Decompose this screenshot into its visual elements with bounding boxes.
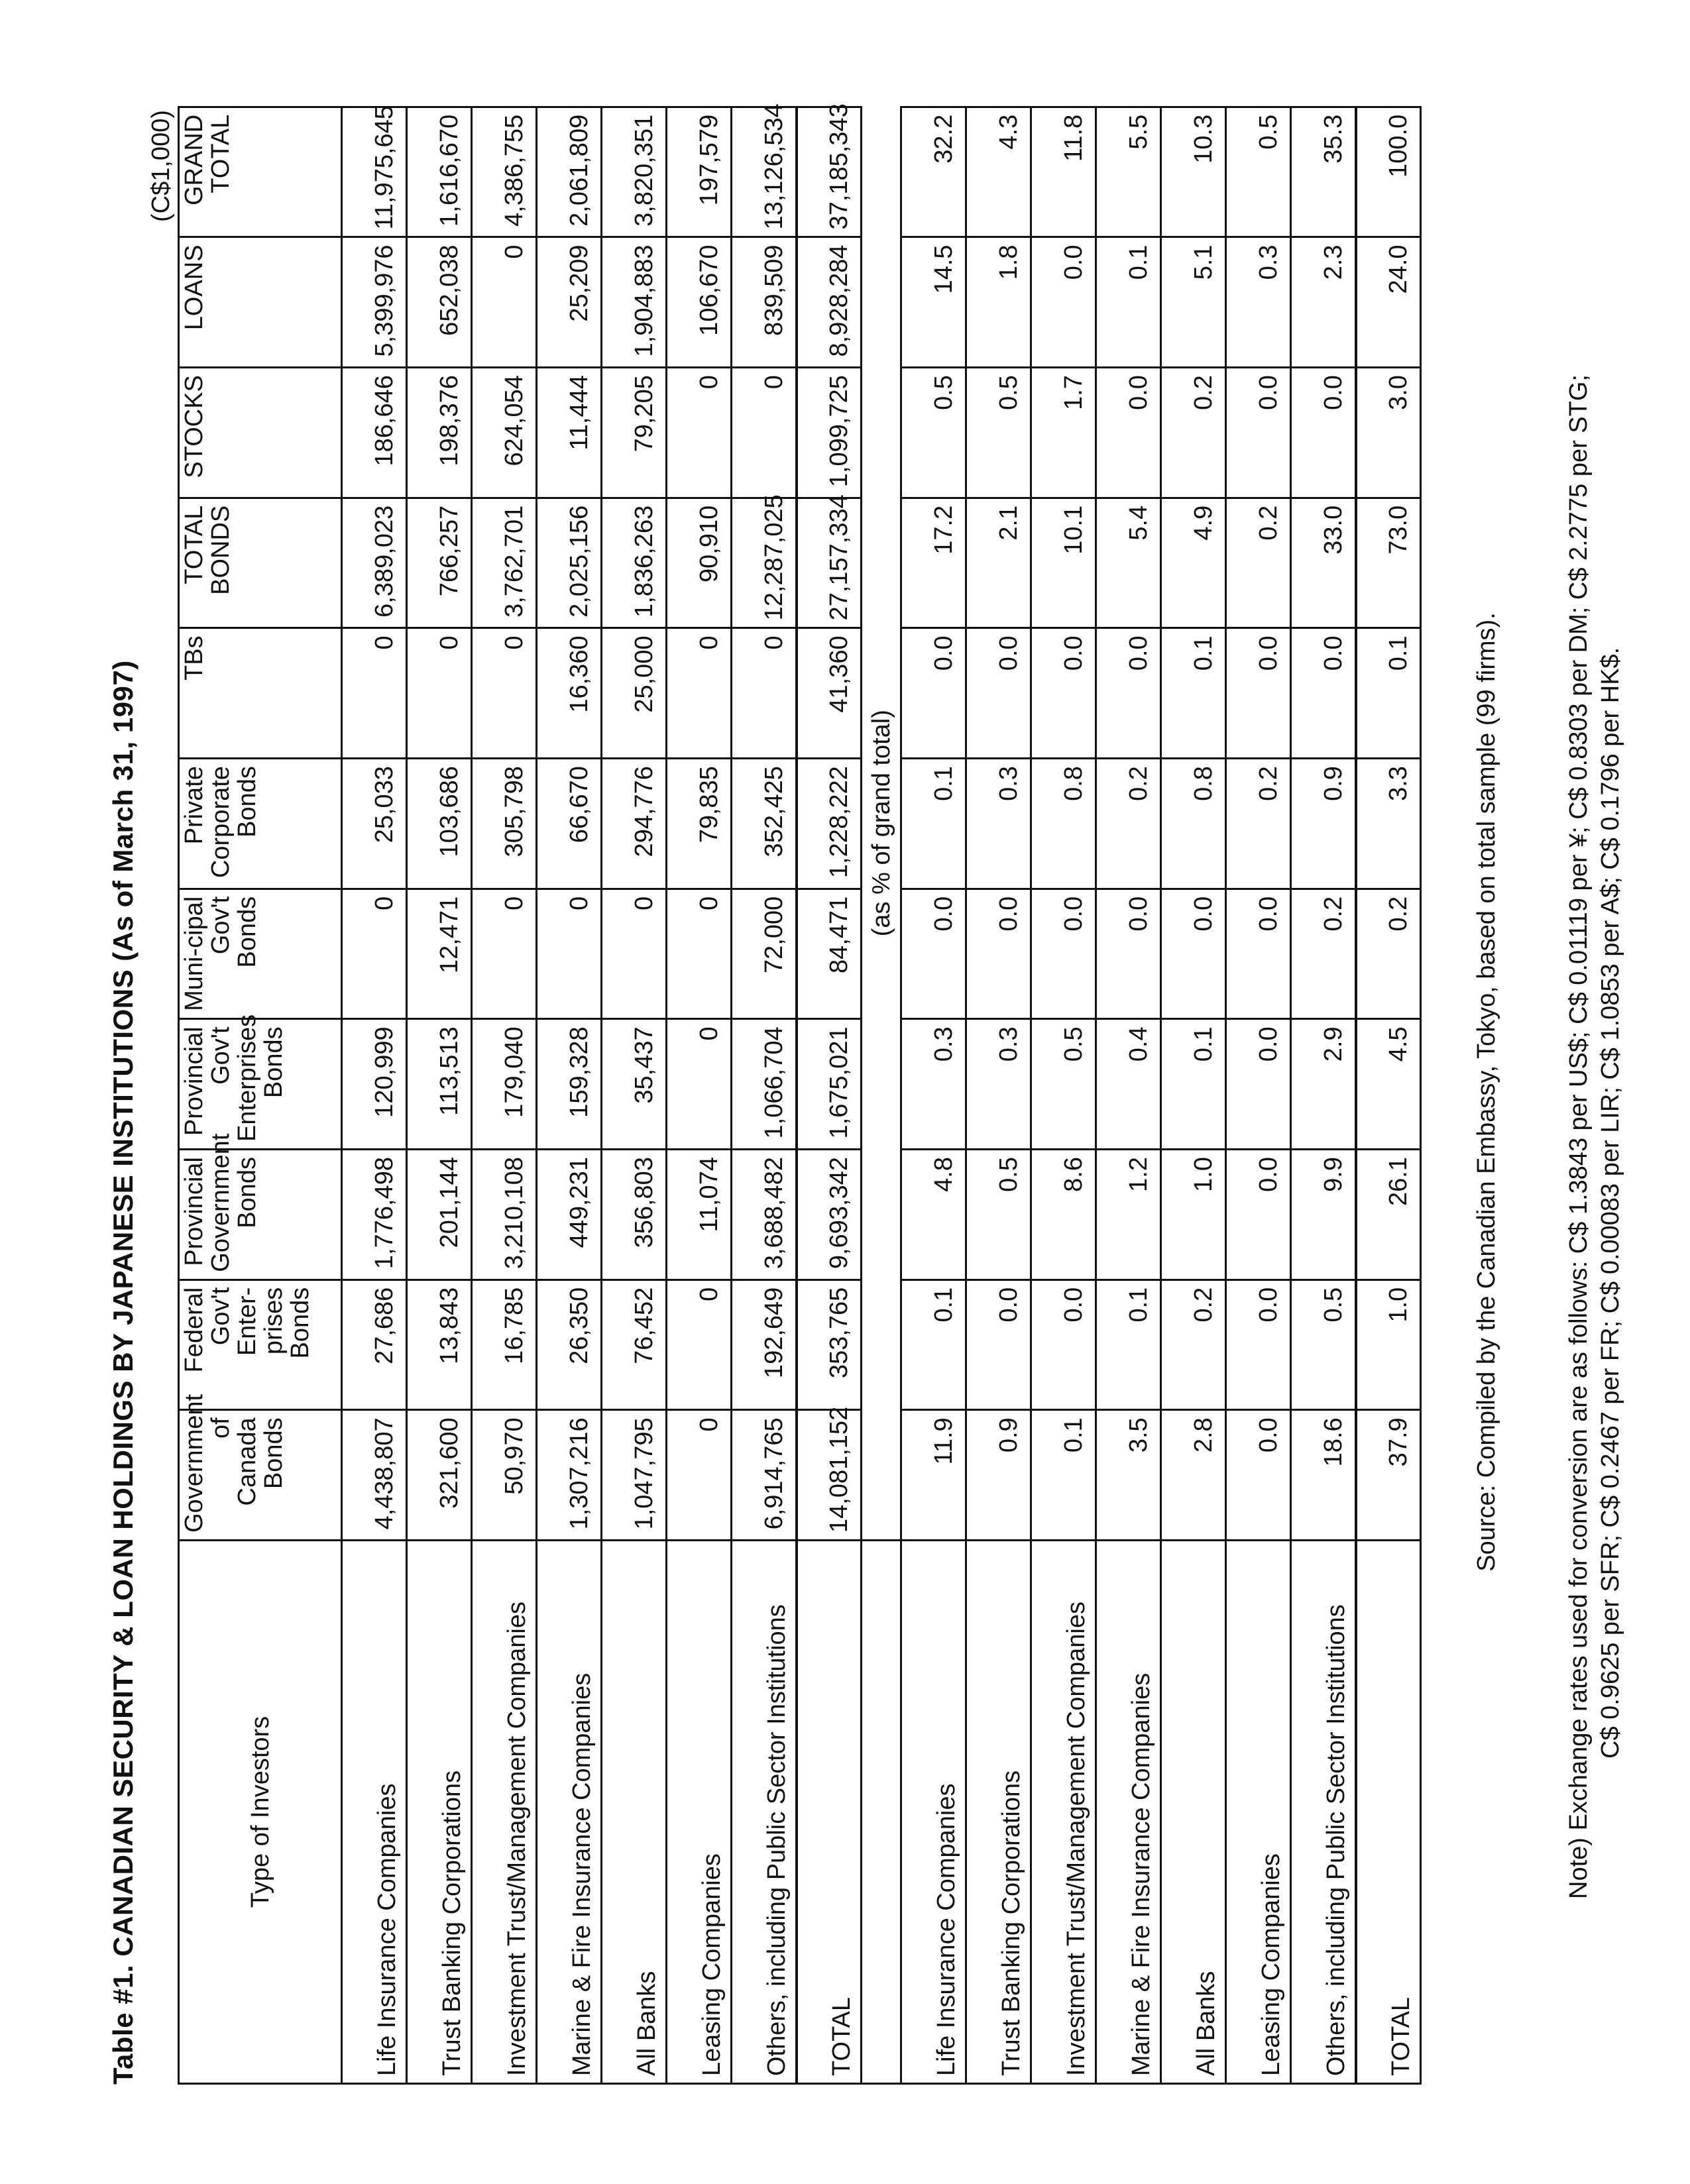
- value-cell: 4,386,755: [472, 107, 537, 237]
- column-header: LOANS: [179, 237, 342, 368]
- value-cell: 26.1: [1356, 1150, 1421, 1280]
- value-cell: 1,047,795: [602, 1410, 667, 1541]
- column-header: TOTAL BONDS: [179, 498, 342, 628]
- value-cell: 4.3: [966, 107, 1031, 237]
- table-row: [342, 107, 407, 2083]
- investor-type-cell: Marine & Fire Insurance Companies: [1096, 1541, 1161, 2084]
- value-cell: 0.5: [966, 368, 1031, 498]
- value-cell: 0.8: [1161, 759, 1226, 889]
- value-cell: 0.0: [901, 628, 966, 759]
- value-cell: 0: [667, 368, 732, 498]
- percent-caption: (as % of grand total): [862, 107, 901, 1540]
- value-cell: 201,144: [407, 1150, 472, 1280]
- value-cell: 0.0: [966, 1280, 1031, 1410]
- value-cell: 100.0: [1356, 107, 1421, 237]
- value-cell: 8,928,284: [797, 237, 862, 368]
- value-cell: 18.6: [1291, 1410, 1356, 1541]
- value-cell: 0.0: [1096, 368, 1161, 498]
- value-cell: 26,350: [537, 1280, 602, 1410]
- table-row: [966, 107, 1031, 2083]
- value-cell: 4.8: [901, 1150, 966, 1280]
- value-cell: 14,081,152: [797, 1410, 862, 1541]
- value-cell: 2.8: [1161, 1410, 1226, 1541]
- value-cell: 1.0: [1356, 1280, 1421, 1410]
- value-cell: 0.5: [966, 1150, 1031, 1280]
- value-cell: 11.8: [1031, 107, 1096, 237]
- holdings-table: [178, 103, 1422, 2085]
- value-cell: 1,099,725: [797, 368, 862, 498]
- value-cell: 32.2: [901, 107, 966, 237]
- value-cell: 14.5: [901, 237, 966, 368]
- value-cell: 0.0: [1226, 628, 1291, 759]
- value-cell: 73.0: [1356, 498, 1421, 628]
- value-cell: 0.0: [1031, 628, 1096, 759]
- value-cell: 1,307,216: [537, 1410, 602, 1541]
- table-row: [1226, 107, 1291, 2083]
- table-row: [667, 107, 732, 2083]
- value-cell: 0.0: [1291, 368, 1356, 498]
- value-cell: 0.9: [1291, 759, 1356, 889]
- value-cell: 5,399,976: [342, 237, 407, 368]
- value-cell: 33.0: [1291, 498, 1356, 628]
- value-cell: 5.4: [1096, 498, 1161, 628]
- value-cell: 16,360: [537, 628, 602, 759]
- table-row: [1291, 107, 1356, 2083]
- column-header: STOCKS: [179, 368, 342, 498]
- value-cell: 1,066,704: [732, 1019, 797, 1150]
- value-cell: 27,157,334: [797, 498, 862, 628]
- value-cell: 1,776,498: [342, 1150, 407, 1280]
- value-cell: 1,836,263: [602, 498, 667, 628]
- table-row: [732, 107, 797, 2083]
- value-cell: 0.1: [901, 1280, 966, 1410]
- value-cell: 0.0: [1031, 1280, 1096, 1410]
- value-cell: 321,600: [407, 1410, 472, 1541]
- value-cell: 25,209: [537, 237, 602, 368]
- table-row: [1161, 107, 1226, 2083]
- value-cell: 3,820,351: [602, 107, 667, 237]
- table-row: [537, 107, 602, 2083]
- value-cell: 0.0: [1096, 628, 1161, 759]
- value-cell: 37.9: [1356, 1410, 1421, 1541]
- investor-type-cell: Others, including Public Sector Institutions: [732, 1541, 797, 2084]
- value-cell: 294,776: [602, 759, 667, 889]
- value-cell: 25,033: [342, 759, 407, 889]
- investor-type-cell: Leasing Companies: [1226, 1541, 1291, 2084]
- exchange-rate-note-line: Note) Exchange rates used for conversion are as follows: C$ 1.3843 per US$; C$ 0.01119 per ¥; C$ 0.8303 per DM; C$ 2.2775 per STG;: [1565, 374, 1593, 1899]
- value-cell: 0.0: [1226, 1280, 1291, 1410]
- source-note: Source: Compiled by the Canadian Embassy, Tokyo, based on total sample (99 firms).: [1473, 612, 1500, 1572]
- value-cell: 179,040: [472, 1019, 537, 1150]
- value-cell: 0.2: [1226, 759, 1291, 889]
- value-cell: 0.8: [1031, 759, 1096, 889]
- value-cell: 0.3: [966, 759, 1031, 889]
- header-row: [179, 107, 342, 2083]
- value-cell: 1,675,021: [797, 1019, 862, 1150]
- value-cell: 0.0: [1291, 628, 1356, 759]
- investor-type-cell: Life Insurance Companies: [342, 1541, 407, 2084]
- investor-type-cell: TOTAL: [1356, 1541, 1421, 2084]
- value-cell: 449,231: [537, 1150, 602, 1280]
- value-cell: 305,798: [472, 759, 537, 889]
- value-cell: 0: [667, 889, 732, 1019]
- table-row: [901, 107, 966, 2083]
- value-cell: 27,686: [342, 1280, 407, 1410]
- investor-type-cell: Trust Banking Corporations: [407, 1541, 472, 2084]
- value-cell: 0.1: [1031, 1410, 1096, 1541]
- value-cell: 79,205: [602, 368, 667, 498]
- value-cell: 3,210,108: [472, 1150, 537, 1280]
- investor-type-cell: Leasing Companies: [667, 1541, 732, 2084]
- column-header: GRAND TOTAL: [179, 107, 342, 237]
- value-cell: 0: [472, 237, 537, 368]
- exchange-rate-note: [1563, 150, 1626, 1899]
- value-cell: 84,471: [797, 889, 862, 1019]
- value-cell: 0: [472, 628, 537, 759]
- value-cell: 0: [667, 1280, 732, 1410]
- value-cell: 3.3: [1356, 759, 1421, 889]
- value-cell: 0.0: [1031, 889, 1096, 1019]
- table-row: [407, 107, 472, 2083]
- value-cell: 1.2: [1096, 1150, 1161, 1280]
- value-cell: 0.1: [1356, 628, 1421, 759]
- value-cell: 50,970: [472, 1410, 537, 1541]
- value-cell: 0.5: [901, 368, 966, 498]
- value-cell: 35,437: [602, 1019, 667, 1150]
- table-row: [797, 107, 862, 2083]
- value-cell: 1,904,883: [602, 237, 667, 368]
- value-cell: 0.1: [1161, 1019, 1226, 1150]
- value-cell: 4,438,807: [342, 1410, 407, 1541]
- value-cell: 0.0: [1161, 889, 1226, 1019]
- value-cell: 0.0: [1096, 889, 1161, 1019]
- value-cell: 5.1: [1161, 237, 1226, 368]
- value-cell: 6,914,765: [732, 1410, 797, 1541]
- investor-type-cell: All Banks: [1161, 1541, 1226, 2084]
- column-header: Type of Investors: [179, 1541, 342, 2084]
- value-cell: 0: [732, 628, 797, 759]
- section-divider-row: [862, 107, 901, 2083]
- value-cell: 186,646: [342, 368, 407, 498]
- table-row: [472, 107, 537, 2083]
- value-cell: 10.1: [1031, 498, 1096, 628]
- value-cell: 766,257: [407, 498, 472, 628]
- value-cell: 13,843: [407, 1280, 472, 1410]
- value-cell: 90,910: [667, 498, 732, 628]
- value-cell: 0: [342, 889, 407, 1019]
- value-cell: 11,444: [537, 368, 602, 498]
- value-cell: 12,287,025: [732, 498, 797, 628]
- value-cell: 2,061,809: [537, 107, 602, 237]
- value-cell: 2.9: [1291, 1019, 1356, 1150]
- value-cell: 76,452: [602, 1280, 667, 1410]
- value-cell: 25,000: [602, 628, 667, 759]
- value-cell: 0.1: [901, 759, 966, 889]
- column-header: Federal Gov't Enter-prises Bonds: [179, 1280, 342, 1410]
- value-cell: 0.3: [1226, 237, 1291, 368]
- value-cell: 192,649: [732, 1280, 797, 1410]
- value-cell: 106,670: [667, 237, 732, 368]
- value-cell: 120,999: [342, 1019, 407, 1150]
- value-cell: 0: [472, 889, 537, 1019]
- value-cell: 159,328: [537, 1019, 602, 1150]
- value-cell: 0.0: [1226, 1019, 1291, 1150]
- column-header: Provincial Gov't Enterprises Bonds: [179, 1019, 342, 1150]
- table-row: [1096, 107, 1161, 2083]
- value-cell: 0: [602, 889, 667, 1019]
- value-cell: 0.1: [1161, 628, 1226, 759]
- value-cell: 0.2: [1096, 759, 1161, 889]
- value-cell: 0.0: [966, 889, 1031, 1019]
- column-header: Private Corporate Bonds: [179, 759, 342, 889]
- value-cell: 2.3: [1291, 237, 1356, 368]
- value-cell: 113,513: [407, 1019, 472, 1150]
- value-cell: 11.9: [901, 1410, 966, 1541]
- value-cell: 4.9: [1161, 498, 1226, 628]
- exchange-rate-note-line: C$ 0.9625 per SFR; C$ 0.2467 per FR; C$ 0.00083 per LIR; C$ 1.0853 per A$; C$ 0.1796 per HK$.: [1597, 647, 1624, 1759]
- value-cell: 79,835: [667, 759, 732, 889]
- investor-type-cell: All Banks: [602, 1541, 667, 2084]
- value-cell: 9,693,342: [797, 1150, 862, 1280]
- value-cell: 0.2: [1161, 1280, 1226, 1410]
- column-header: TBs: [179, 628, 342, 759]
- investor-type-cell: Investment Trust/Management Companies: [472, 1541, 537, 2084]
- value-cell: 0.3: [901, 1019, 966, 1150]
- investor-type-cell: Others, including Public Sector Institutions: [1291, 1541, 1356, 2084]
- value-cell: 0: [407, 628, 472, 759]
- value-cell: 198,376: [407, 368, 472, 498]
- column-header: Provincial Government Bonds: [179, 1150, 342, 1280]
- value-cell: 3.0: [1356, 368, 1421, 498]
- value-cell: 0.9: [966, 1410, 1031, 1541]
- value-cell: 10.3: [1161, 107, 1226, 237]
- value-cell: 0.3: [966, 1019, 1031, 1150]
- investor-type-cell: Life Insurance Companies: [901, 1541, 966, 2084]
- value-cell: 839,509: [732, 237, 797, 368]
- value-cell: 72,000: [732, 889, 797, 1019]
- value-cell: 3,762,701: [472, 498, 537, 628]
- value-cell: 41,360: [797, 628, 862, 759]
- value-cell: 1.7: [1031, 368, 1096, 498]
- investor-type-cell: Marine & Fire Insurance Companies: [537, 1541, 602, 2084]
- value-cell: 624,054: [472, 368, 537, 498]
- value-cell: 353,765: [797, 1280, 862, 1410]
- table-row: [602, 107, 667, 2083]
- value-cell: 352,425: [732, 759, 797, 889]
- value-cell: 35.3: [1291, 107, 1356, 237]
- investor-type-cell: Trust Banking Corporations: [966, 1541, 1031, 2084]
- value-cell: 1.8: [966, 237, 1031, 368]
- value-cell: 4.5: [1356, 1019, 1421, 1150]
- value-cell: 5.5: [1096, 107, 1161, 237]
- value-cell: 0.2: [1226, 498, 1291, 628]
- value-cell: 0.2: [1356, 889, 1421, 1019]
- value-cell: 103,686: [407, 759, 472, 889]
- value-cell: 197,579: [667, 107, 732, 237]
- value-cell: 0.0: [901, 889, 966, 1019]
- value-cell: 37,185,343: [797, 107, 862, 237]
- column-header: Government of Canada Bonds: [179, 1410, 342, 1541]
- value-cell: 8.6: [1031, 1150, 1096, 1280]
- value-cell: 0: [342, 628, 407, 759]
- table-row: [1031, 107, 1096, 2083]
- value-cell: 0.5: [1291, 1280, 1356, 1410]
- value-cell: 0: [667, 628, 732, 759]
- value-cell: 3.5: [1096, 1410, 1161, 1541]
- value-cell: 24.0: [1356, 237, 1421, 368]
- value-cell: 0.0: [1226, 889, 1291, 1019]
- value-cell: 2.1: [966, 498, 1031, 628]
- value-cell: 6,389,023: [342, 498, 407, 628]
- value-cell: 11,074: [667, 1150, 732, 1280]
- page-title: Table #1. CANADIAN SECURITY & LOAN HOLDINGS BY JAPANESE INSTITUTIONS (As of March 31, 1997): [107, 660, 139, 2085]
- value-cell: 2,025,156: [537, 498, 602, 628]
- value-cell: 0.0: [1226, 1150, 1291, 1280]
- value-cell: 356,803: [602, 1150, 667, 1280]
- value-cell: 9.9: [1291, 1150, 1356, 1280]
- value-cell: 0: [732, 368, 797, 498]
- value-cell: 17.2: [901, 498, 966, 628]
- value-cell: 0.0: [1031, 237, 1096, 368]
- value-cell: 0.5: [1226, 107, 1291, 237]
- value-cell: 0.1: [1096, 1280, 1161, 1410]
- value-cell: 0.2: [1161, 368, 1226, 498]
- value-cell: 0.0: [966, 628, 1031, 759]
- value-cell: 1.0: [1161, 1150, 1226, 1280]
- value-cell: 1,228,222: [797, 759, 862, 889]
- value-cell: 0.4: [1096, 1019, 1161, 1150]
- value-cell: 12,471: [407, 889, 472, 1019]
- value-cell: 1,616,670: [407, 107, 472, 237]
- value-cell: 0.0: [1226, 368, 1291, 498]
- unit-label: (C$1,000): [147, 110, 175, 222]
- investor-type-cell: TOTAL: [797, 1541, 862, 2084]
- value-cell: 11,975,645: [342, 107, 407, 237]
- table-body: [342, 103, 1421, 2083]
- investor-type-cell: Investment Trust/Management Companies: [1031, 1541, 1096, 2084]
- value-cell: 66,670: [537, 759, 602, 889]
- value-cell: 0: [537, 889, 602, 1019]
- value-cell: 3,688,482: [732, 1150, 797, 1280]
- divider-cell: [862, 1541, 901, 2084]
- value-cell: 13,126,534: [732, 107, 797, 237]
- value-cell: 0: [667, 1019, 732, 1150]
- value-cell: 0: [667, 1410, 732, 1541]
- value-cell: 16,785: [472, 1280, 537, 1410]
- value-cell: 0.1: [1096, 237, 1161, 368]
- column-header: Muni-cipal Gov't Bonds: [179, 889, 342, 1019]
- value-cell: 0.2: [1291, 889, 1356, 1019]
- value-cell: 0.0: [1226, 1410, 1291, 1541]
- table-row: [1356, 107, 1421, 2083]
- value-cell: 0.5: [1031, 1019, 1096, 1150]
- value-cell: 652,038: [407, 237, 472, 368]
